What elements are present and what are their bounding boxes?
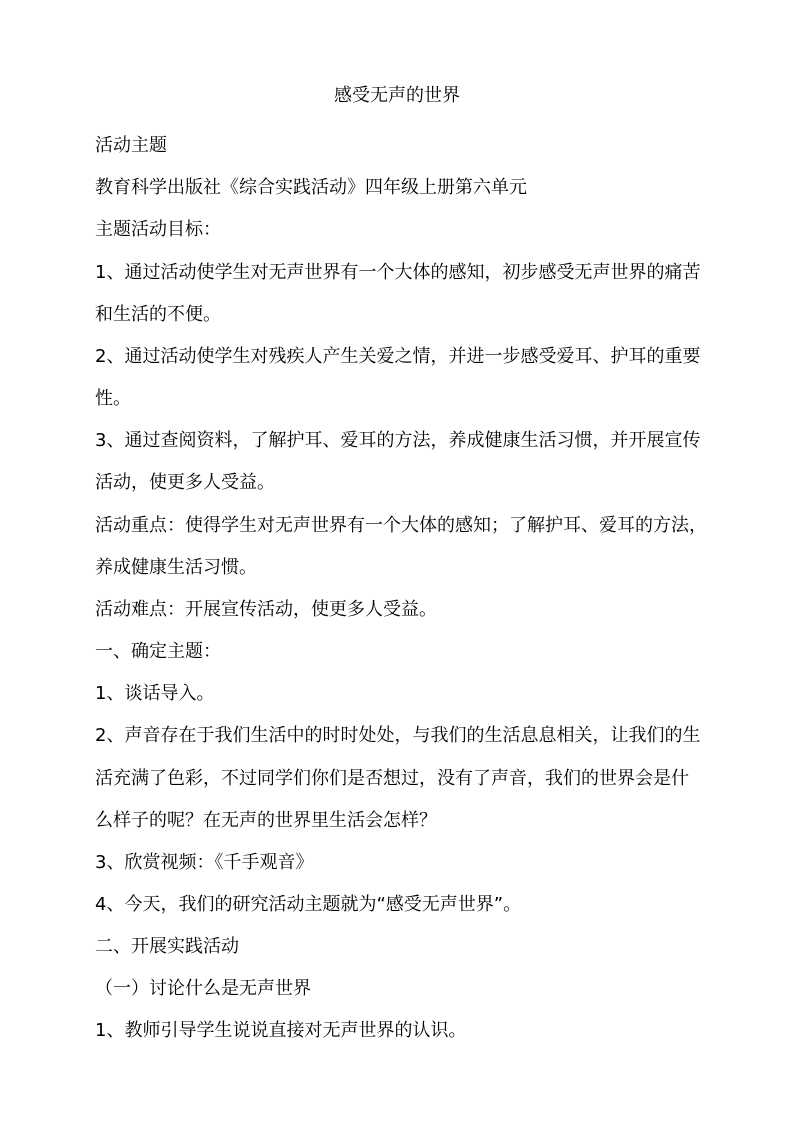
goal-1-line-1: 1、通过活动使学生对无声世界有一个大体的感知，初步感受无声世界的痛苦 — [95, 262, 701, 283]
step-3: 3、欣赏视频：《千手观音》 — [95, 852, 314, 873]
heading-goals: 主题活动目标： — [95, 219, 221, 240]
step-2-line-2: 活充满了色彩，不过同学们你们是否想过，没有了声音，我们的世界会是什 — [95, 768, 689, 789]
section-1-heading: 一、确定主题： — [95, 641, 221, 662]
goal-2-line-1: 2、通过活动使学生对残疾人产生关爱之情，并进一步感受爱耳、护耳的重要 — [95, 346, 701, 367]
subsection-1-step-1: 1、教师引导学生说说直接对无声世界的认识。 — [95, 1020, 467, 1041]
goal-3-line-2: 活动，使更多人受益。 — [95, 472, 275, 493]
goal-1-line-2: 和生活的不便。 — [95, 304, 221, 325]
step-2-line-1: 2、声音存在于我们生活中的时时处处，与我们的生活息息相关，让我们的生 — [95, 725, 701, 746]
goal-3-line-1: 3、通过查阅资料，了解护耳、爱耳的方法，养成健康生活习惯，并开展宣传 — [95, 430, 701, 451]
difficulty-line: 活动难点：开展宣传活动，使更多人受益。 — [95, 599, 437, 620]
publisher-line: 教育科学出版社《综合实践活动》四年级上册第六单元 — [95, 177, 527, 198]
goal-2-line-2: 性。 — [95, 388, 131, 409]
subsection-1-heading: （一）讨论什么是无声世界 — [95, 978, 311, 999]
step-1: 1、谈话导入。 — [95, 683, 215, 704]
step-2-line-3: 么样子的呢？在无声的世界里生活会怎样？ — [95, 810, 437, 831]
key-points-line-2: 养成健康生活习惯。 — [95, 557, 257, 578]
heading-activity-theme: 活动主题 — [95, 135, 167, 156]
section-2-heading: 二、开展实践活动 — [95, 936, 239, 957]
document-title: 感受无声的世界 — [334, 85, 460, 106]
key-points-line-1: 活动重点：使得学生对无声世界有一个大体的感知；了解护耳、爱耳的方法， — [95, 515, 707, 536]
step-4: 4、今天，我们的研究活动主题就为“感受无声世界”。 — [95, 894, 522, 915]
